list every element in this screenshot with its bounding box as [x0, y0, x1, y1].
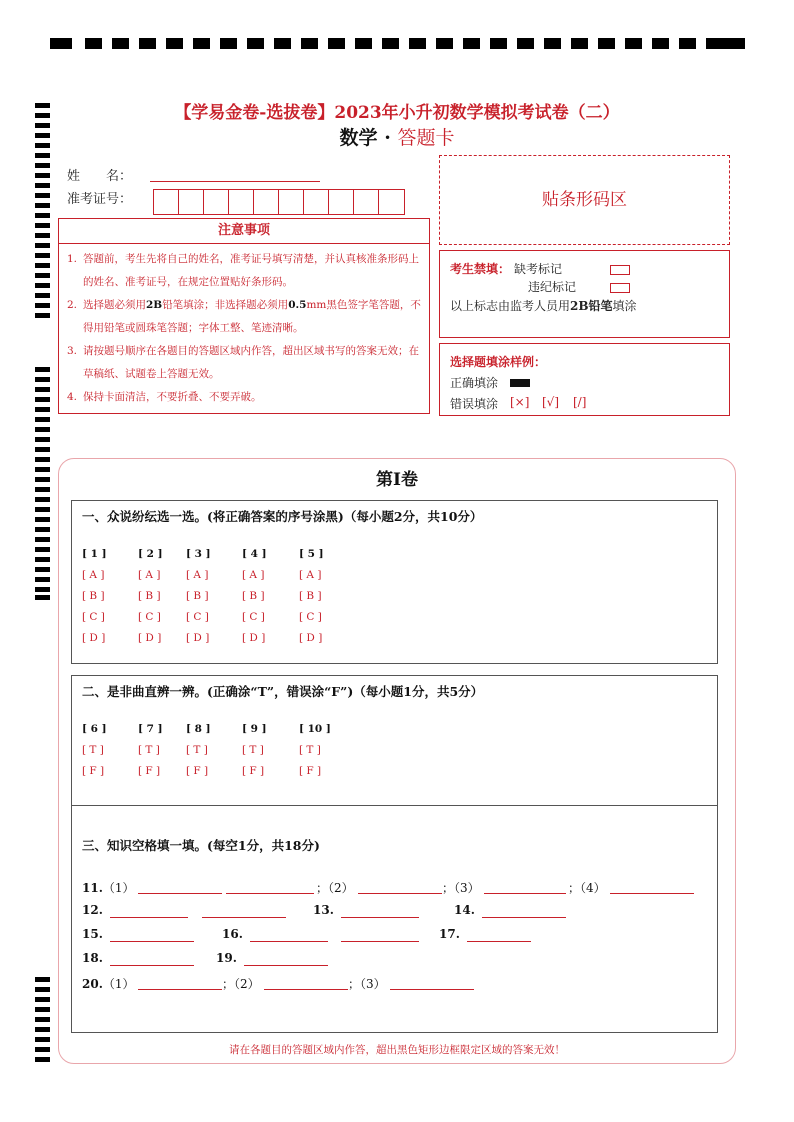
question-number: 20.: [82, 977, 103, 991]
option-bubble[interactable]: [ D ]: [242, 632, 266, 644]
option-bubble[interactable]: [ A ]: [138, 569, 161, 581]
option-bubble[interactable]: [ T ]: [242, 744, 264, 756]
sample-title: 选择题填涂样例：: [450, 355, 547, 369]
card-label: 答题卡: [397, 127, 455, 149]
option-bubble[interactable]: [ D ]: [299, 632, 323, 644]
part-label: （3）: [360, 977, 386, 991]
section-one-title: 一、众说纷纭选一选。(将正确答案的序号涂黑)（每小题2分，共10分）: [82, 509, 483, 524]
question-number: [ 9 ]: [242, 723, 267, 735]
option-bubble[interactable]: [ T ]: [138, 744, 160, 756]
question-number: 15.: [82, 927, 103, 941]
subject-separator: ·: [384, 127, 391, 149]
top-timing-marks: [50, 38, 745, 50]
violation-mark-box[interactable]: [610, 283, 630, 293]
part-label: （4）: [580, 881, 606, 895]
question-number: [ 3 ]: [186, 548, 211, 560]
option-bubble[interactable]: [ D ]: [186, 632, 210, 644]
answer-blank[interactable]: [484, 893, 566, 894]
answer-blank[interactable]: [390, 989, 474, 990]
name-field[interactable]: [150, 181, 320, 182]
option-bubble[interactable]: [ B ]: [242, 590, 265, 602]
answer-blank[interactable]: [341, 941, 419, 942]
option-bubble[interactable]: [ C ]: [82, 611, 105, 623]
question-number: [ 4 ]: [242, 548, 267, 560]
question-number: 17.: [439, 927, 460, 941]
option-bubble[interactable]: [ B ]: [299, 590, 322, 602]
question-number: [ 2 ]: [138, 548, 163, 560]
answer-blank[interactable]: [250, 941, 328, 942]
question-number: [ 10 ]: [299, 723, 331, 735]
fill-sample-box: [439, 343, 730, 416]
option-bubble[interactable]: [ A ]: [299, 569, 322, 581]
answer-blank[interactable]: [244, 965, 328, 966]
answer-blank[interactable]: [110, 941, 194, 942]
option-bubble[interactable]: [ C ]: [299, 611, 322, 623]
question-number: [ 5 ]: [299, 548, 324, 560]
part-label: （2）: [234, 977, 260, 991]
notice-item: 3. 请按题号顺序在各题目的答题区域内作答，超出区域书写的答案无效；在草稿纸、试题卷上答题无效。: [67, 345, 419, 380]
name-label: 姓 名：: [67, 169, 133, 184]
question-number: 19.: [216, 951, 237, 965]
question-number: [ 1 ]: [82, 548, 107, 560]
answer-blank[interactable]: [358, 893, 442, 894]
question-number: [ 8 ]: [186, 723, 211, 735]
notice-item: 4. 保持卡面清洁，不要折叠、不要弄破。: [67, 391, 262, 403]
absent-mark-box[interactable]: [610, 265, 630, 275]
option-bubble[interactable]: [ T ]: [299, 744, 321, 756]
option-bubble[interactable]: [ F ]: [138, 765, 161, 777]
part-one-title: 第Ⅰ卷: [376, 470, 418, 490]
option-bubble[interactable]: [ T ]: [186, 744, 208, 756]
option-bubble[interactable]: [ F ]: [242, 765, 265, 777]
question-number: 11.: [82, 881, 103, 895]
option-bubble[interactable]: [ B ]: [138, 590, 161, 602]
part-label: （1）: [102, 881, 135, 895]
section-two-title: 二、是非曲直辨一辨。(正确涂“T”，错误涂“F”)（每小题1分，共5分）: [82, 684, 484, 699]
option-bubble[interactable]: [ B ]: [82, 590, 105, 602]
correct-fill-label: 正确填涂: [450, 376, 499, 390]
part-label: （2）: [328, 881, 354, 895]
option-bubble[interactable]: [ A ]: [242, 569, 265, 581]
answer-blank[interactable]: [264, 989, 348, 990]
answer-blank[interactable]: [610, 893, 694, 894]
subject-title: [0, 123, 794, 150]
section-two: [71, 675, 718, 806]
option-bubble[interactable]: [ F ]: [186, 765, 209, 777]
violation-mark-label: 违纪标记: [528, 280, 577, 294]
question-number: 14.: [454, 903, 475, 917]
option-bubble[interactable]: [ F ]: [82, 765, 105, 777]
notice-item: 2. 选择题必须用2B铅笔填涂；非选择题必须用0.5mm黑色签字笔答题，不得用铅笔或圆珠笔答题；字体工整、笔迹清晰。: [67, 299, 421, 334]
question-number: [ 6 ]: [82, 723, 107, 735]
option-bubble[interactable]: [ C ]: [186, 611, 209, 623]
answer-blank[interactable]: [226, 893, 314, 894]
wrong-mark-check: [√]: [542, 395, 560, 409]
question-number: 12.: [82, 903, 103, 917]
answer-blank[interactable]: [110, 917, 188, 918]
wrong-mark-slash: [/]: [573, 395, 587, 409]
barcode-area[interactable]: 贴条形码区: [439, 155, 730, 245]
question-number: 18.: [82, 951, 103, 965]
option-bubble[interactable]: [ D ]: [138, 632, 162, 644]
answer-blank[interactable]: [138, 989, 222, 990]
notice-title: 注意事项: [59, 219, 429, 244]
absent-mark-label: 缺考标记: [514, 262, 563, 276]
option-bubble[interactable]: [ D ]: [82, 632, 106, 644]
section-three-title: 三、知识空格填一填。(每空1分，共18分): [82, 838, 320, 853]
exam-id-label: 准考证号：: [67, 192, 133, 207]
notice-box: [58, 218, 430, 414]
part-label: （1）: [102, 977, 135, 991]
option-bubble[interactable]: [ C ]: [242, 611, 265, 623]
forbidden-title: 考生禁填：: [450, 262, 511, 276]
option-bubble[interactable]: [ B ]: [186, 590, 209, 602]
wrong-fill-label: 错误填涂: [450, 397, 499, 411]
part-label: （3）: [454, 881, 480, 895]
answer-blank[interactable]: [467, 941, 531, 942]
question-number: [ 7 ]: [138, 723, 163, 735]
option-bubble[interactable]: [ A ]: [82, 569, 105, 581]
question-number: 13.: [313, 903, 334, 917]
correct-fill-mark: [510, 379, 530, 387]
answer-blank[interactable]: [482, 917, 566, 918]
answer-blank[interactable]: [341, 917, 419, 918]
forbidden-note: 以上标志由监考人员用2B铅笔填涂: [450, 299, 637, 313]
question-number: 16.: [222, 927, 243, 941]
examinee-forbidden-box: [439, 250, 730, 338]
wrong-mark-x: [×]: [510, 395, 530, 409]
exam-id-boxes[interactable]: [153, 189, 405, 215]
option-bubble[interactable]: [ C ]: [138, 611, 161, 623]
section-three: 三、知识空格填一填。(每空1分，共18分) 11.（1） ；（2） ；（3） ；（4） 12. 13. 14. 15. 16. 17. 18. 19. 20.（1） ；（2） ；（3）: [71, 805, 718, 1033]
notice-item: 1. 答题前，考生先将自己的姓名，准考证号填写清楚，并认真核准条形码上的姓名、准考证号，在规定位置贴好条形码。: [67, 253, 419, 288]
answer-blank[interactable]: [202, 917, 286, 918]
section-one: [71, 500, 718, 664]
option-bubble[interactable]: [ T ]: [82, 744, 104, 756]
exam-title: 【学易金卷-选拔卷】2023年小升初数学模拟考试卷（二）: [174, 103, 620, 123]
footer-warning: 请在各题目的答题区域内作答，超出黑色矩形边框限定区域的答案无效！: [229, 1044, 565, 1056]
option-bubble[interactable]: [ F ]: [299, 765, 322, 777]
subject-name: 数学: [339, 127, 378, 149]
answer-blank[interactable]: [138, 893, 222, 894]
answer-blank[interactable]: [110, 965, 194, 966]
option-bubble[interactable]: [ A ]: [186, 569, 209, 581]
